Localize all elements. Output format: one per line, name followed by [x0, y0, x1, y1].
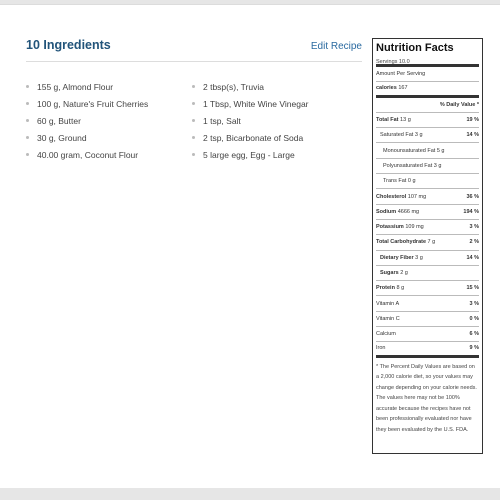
bullet-icon [26, 119, 29, 122]
ingredient-item [26, 95, 148, 112]
vitamin-row-iron [376, 342, 479, 357]
nutrient-label-group [380, 255, 423, 261]
ingredients-panel [26, 38, 362, 160]
nutrient-percent: 36 % [466, 193, 479, 200]
nutrient-amount: 3 g [414, 132, 423, 139]
amount-per-serving-label: Amount Per Serving [376, 71, 426, 78]
nutrient-row-potassium [376, 220, 479, 235]
ingredients-column-left [26, 78, 148, 163]
nutrient-amount: 7 g [427, 239, 436, 246]
edit-recipe-link[interactable]: Edit Recipe [310, 41, 362, 52]
ingredient-item [192, 112, 309, 129]
bullet-icon [26, 102, 29, 105]
vitamin-name: Vitamin C [376, 315, 400, 322]
ingredient-text: 60 g, Butter [37, 115, 81, 126]
nutrient-name: Sugars [380, 270, 399, 276]
bullet-icon [192, 119, 195, 122]
top-divider [0, 0, 500, 5]
calories-label-group [376, 85, 408, 91]
vitamin-row-vitamin-c [376, 312, 479, 327]
bullet-icon [26, 153, 29, 156]
nutrient-amount: 3 g [433, 162, 442, 169]
nutrient-row-monounsaturated-fat [376, 143, 479, 158]
servings-text: Servings 10.0 [376, 57, 479, 67]
nutrient-label-group [380, 270, 408, 276]
ingredients-column-right [192, 78, 309, 163]
nutrient-label-group [380, 132, 423, 138]
nutrient-row-total-carbohydrate [376, 235, 479, 250]
amount-per-serving [376, 67, 479, 82]
nutrient-amount: 2 g [400, 270, 408, 276]
ingredient-text: 40.00 gram, Coconut Flour [37, 149, 139, 160]
nutrient-name: Dietary Fiber [380, 254, 414, 261]
daily-value-header-text: % Daily Value * [439, 101, 479, 108]
nutrient-amount: 8 g [396, 285, 405, 292]
nutrient-row-dietary-fiber [376, 251, 479, 266]
nutrient-percent: 194 % [463, 208, 479, 215]
nutrient-name: Monounsaturated Fat [383, 147, 436, 154]
nutrient-label-group [376, 194, 426, 200]
nutrient-percent: 2 % [469, 239, 479, 246]
nutrient-percent: 14 % [466, 132, 479, 139]
nutrient-name: Polyunsaturated Fat [383, 162, 433, 169]
bullet-icon [192, 85, 195, 88]
vitamin-name: Iron [376, 345, 386, 352]
ingredient-item [26, 78, 148, 95]
nutrient-name: Saturated Fat [380, 132, 414, 139]
nutrient-amount: 3 g [415, 254, 423, 261]
ingredient-text: 30 g, Ground [37, 132, 87, 143]
nutrient-label-group [376, 239, 435, 245]
vitamin-row-calcium [376, 327, 479, 342]
nutrient-label-group [376, 285, 404, 291]
nutrient-amount: 13 g [400, 117, 411, 124]
bullet-icon [192, 153, 195, 156]
calories-label: calories [376, 85, 397, 92]
nutrient-row-sodium [376, 205, 479, 220]
nutrient-name: Potassium [376, 224, 404, 231]
ingredient-item [26, 129, 148, 146]
bullet-icon [192, 136, 195, 139]
vitamin-percent: 3 % [469, 300, 479, 307]
ingredients-title: 10 Ingredients [26, 38, 111, 52]
ingredient-text: 2 tbsp(s), Truvia [203, 81, 264, 92]
nutrient-row-trans-fat [376, 174, 479, 189]
nutrient-row-cholesterol [376, 189, 479, 204]
ingredient-text: 1 tsp, Salt [203, 115, 241, 126]
bullet-icon [26, 136, 29, 139]
nutrient-label-group [376, 224, 424, 230]
vitamin-row-vitamin-a [376, 296, 479, 311]
nutrient-label-group [383, 148, 444, 154]
nutrient-label-group [383, 178, 416, 184]
nutrient-amount: 5 g [436, 147, 445, 154]
vitamin-percent: 9 % [469, 345, 479, 352]
nutrient-percent: 14 % [466, 254, 479, 261]
nutrient-name: Trans Fat [383, 178, 407, 185]
bullet-icon [192, 102, 195, 105]
nutrient-row-sugars [376, 266, 479, 281]
ingredient-text: 5 large egg, Egg - Large [203, 149, 295, 160]
ingredient-item [26, 146, 148, 163]
ingredient-text: 100 g, Nature's Fruit Cherries [37, 98, 149, 109]
ingredient-item [192, 129, 309, 146]
nutrient-amount: 4666 mg [397, 208, 420, 215]
vitamin-name: Calcium [376, 331, 396, 338]
ingredient-text: 155 g, Almond Flour [37, 81, 114, 92]
nutrient-amount: 107 mg [407, 193, 427, 200]
ingredient-text: 1 Tbsp, White Wine Vinegar [203, 98, 309, 109]
nutrient-label-group [376, 209, 419, 215]
nutrient-name: Sodium [376, 208, 397, 215]
nutrient-amount: 0 g [407, 178, 416, 185]
bullet-icon [26, 85, 29, 88]
nutrition-title: Nutrition Facts [376, 42, 454, 54]
nutrient-name: Total Fat [376, 117, 399, 124]
vitamin-percent: 0 % [469, 315, 479, 322]
nutrient-row-protein [376, 281, 479, 296]
ingredient-item [192, 146, 309, 163]
nutrient-name: Cholesterol [376, 193, 407, 200]
calories-value: 167 [398, 85, 408, 92]
ingredient-item [192, 95, 309, 112]
daily-value-footnote: * The Percent Daily Values are based on a 2,000 calorie diet, so your values may change depending on your calorie needs. The values here may not be 100% accurate because the recipes have not been professionally evaluated nor have they been evaluated by the U.S. FDA. [376, 363, 477, 433]
nutrient-label-group [376, 117, 411, 123]
ingredient-item [26, 112, 148, 129]
nutrient-row-total-fat [376, 113, 479, 128]
nutrient-label-group [383, 163, 441, 169]
nutrient-row-saturated-fat [376, 128, 479, 143]
nutrient-percent: 15 % [466, 285, 479, 292]
vitamin-percent: 6 % [469, 331, 479, 338]
ingredient-text: 2 tsp, Bicarbonate of Soda [203, 132, 304, 143]
calories-row [376, 82, 479, 97]
nutrient-name: Total Carbohydrate [376, 239, 427, 246]
nutrient-amount: 109 mg [405, 224, 424, 231]
nutrition-facts-panel [372, 38, 483, 454]
ingredients-header [26, 38, 362, 62]
bottom-divider [0, 488, 500, 500]
nutrient-percent: 19 % [466, 117, 479, 124]
nutrient-name: Protein [376, 285, 395, 292]
vitamin-name: Vitamin A [376, 300, 400, 307]
daily-value-header [376, 98, 479, 113]
ingredient-item [192, 78, 309, 95]
nutrient-row-polyunsaturated-fat [376, 159, 479, 174]
nutrient-percent: 3 % [469, 224, 479, 231]
